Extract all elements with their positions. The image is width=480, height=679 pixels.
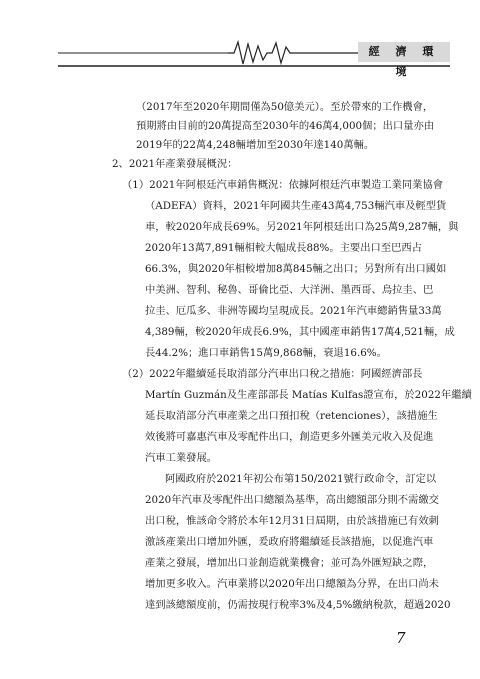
header-title: 經 濟 環 境 [358,42,450,62]
text-line: 車，較2020年成長69%。另2021年阿根廷出口為25萬9,287輛，與 [145,221,459,233]
text-line: 延長取消部分汽車產業之出口預扣稅（retenciones），該措施生 [145,410,438,422]
text-line: 2020年汽車及零配件出口總額為基準，高出總額部分則不需繳交 [145,494,439,506]
text-line: 阿國政府於2021年初公布第150/2021號行政命令，訂定以 [165,473,437,485]
text-line: 4,389輛，較2020年成長6.9%，其中國產車銷售17萬4,521輛，成 [145,326,455,338]
text-line: 中美洲、智利、秘魯、哥倫比亞、大洋洲、墨西哥、烏拉圭、巴 [145,284,434,296]
text-line: （1）2021年阿根廷汽車銷售概況：依據阿根廷汽車製造工業同業協會 [122,179,444,191]
text-line: 長44.2%；進口車銷售15萬9,868輛，衰退16.6%。 [145,347,387,359]
text-line: （2）2022年繼續延長取消部分汽車出口稅之措施：阿國經濟部長 [122,368,423,380]
section-heading: 2、2021年產業發展概況： [112,158,238,170]
text-line: 出口稅，惟該命令將於本年12月31日屆期，由於該措施已有效刺 [145,515,439,527]
text-line: Martín Guzmán及生產部部長 Matías Kulfas證宣布，於2022年繼續 [145,389,472,401]
text-line: 預期將由目前的20萬提高至2030年的46萬4,000個；出口量亦由 [136,120,435,132]
text-line: 2020年13萬7,891輛相較大幅成長88%。主要出口至巴西占 [145,242,423,254]
text-line: 達到該總額度前，仍需按現行稅率3%及4,5%繳納稅款，超過2020 [145,599,451,611]
text-line: 產業之發展，增加出口並創造就業機會；並可為外匯短缺之際， [145,557,434,569]
text-line: 增加更多收入。汽車業將以2020年出口總額為分界，在出口尚未 [145,578,439,590]
page-header [58,38,450,78]
text-line: （ADEFA）資料，2021年阿國共生產43萬4,753輛汽車及輕型貨 [145,200,447,212]
text-line: 汽車工業發展。 [145,452,218,464]
text-line: 2019年的22萬4,248輛增加至2030年達140萬輛。 [136,139,375,151]
text-line: 66.3%，與2020年相較增加8萬845輛之出口；另對所有出口國如 [145,263,447,275]
text-line: （2017年至2020年期間僅為50億美元）。至於帶來的工作機會， [136,101,434,113]
text-line: 效後將可嘉惠汽車及零配件出口，創造更多外匯美元收入及促進 [145,431,434,443]
text-line: 拉圭、厄瓜多、非洲等國均呈現成長。2021年汽車總銷售量33萬 [145,305,442,317]
page-number: 7 [396,629,406,647]
text-line: 激該產業出口增加外匯，爰政府將繼續延長該措施，以促進汽車 [145,536,434,548]
